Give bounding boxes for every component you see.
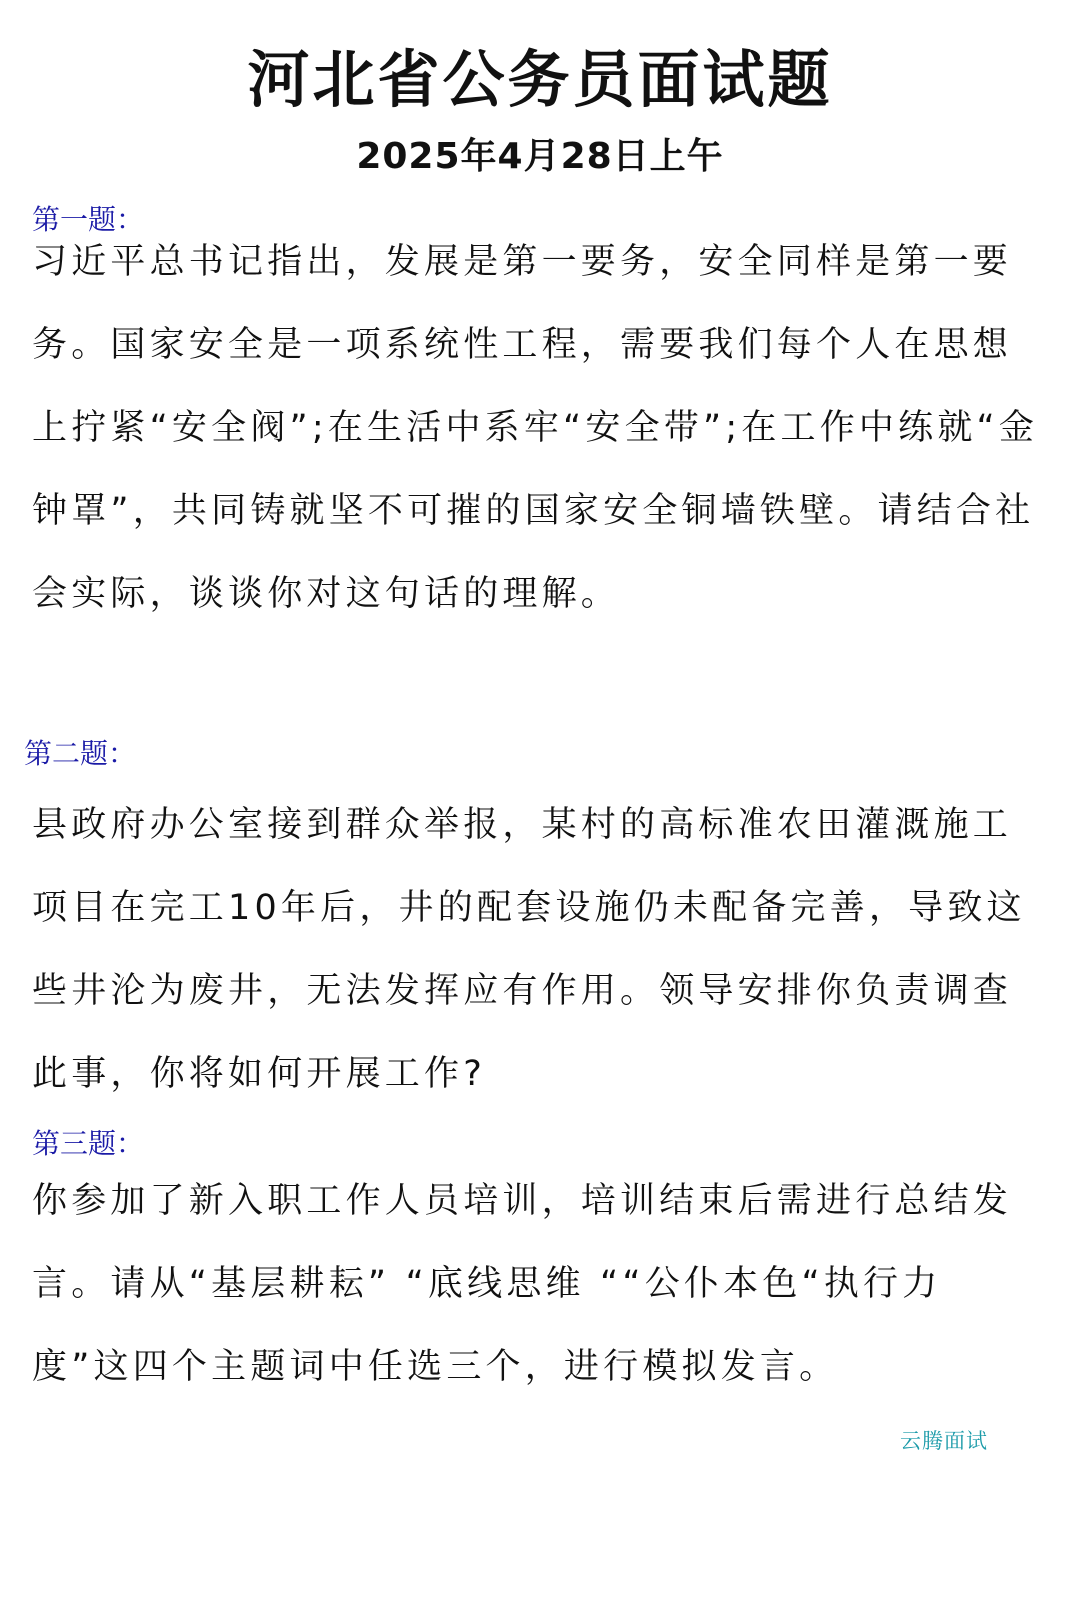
document-date: 2025年4月28日上午 xyxy=(356,136,724,177)
question-2-label: 第二题： xyxy=(24,737,137,770)
question-3-label: 第三题： xyxy=(32,1127,145,1160)
document-title: 河北省公务员面试题 xyxy=(247,43,833,116)
question-1-label: 第一题： xyxy=(32,203,145,236)
watermark-text: 云腾面试 xyxy=(900,1429,988,1453)
question-1-text: 习近平总书记指出，发展是第一要务，安全同样是第一要务。国家安全是一项系统性工程，需要我们每个人在思想上拧紧“安全阀”;在生活中系牢“安全带”;在工作中练就“金钟罩”，共同铸就坚不可摧的国家安全铜墙铁壁。请结合社会实际，谈谈你对这句话的理解。 xyxy=(32,242,1039,614)
question-2-text: 县政府办公室接到群众举报，某村的高标准农田灌溉施工项目在完工10年后，井的配套设施仍未配备完善，导致这些井沦为废井，无法发挥应有作用。领导安排你负责调查此事，你将如何开展工作? xyxy=(32,805,1026,1094)
question-3-text: 你参加了新入职工作人员培训，培训结束后需进行总结发言。请从“基层耕耘” “底线思维 ““公仆本色“执行力度”这四个主题词中任选三个，进行模拟发言。 xyxy=(32,1181,1013,1387)
